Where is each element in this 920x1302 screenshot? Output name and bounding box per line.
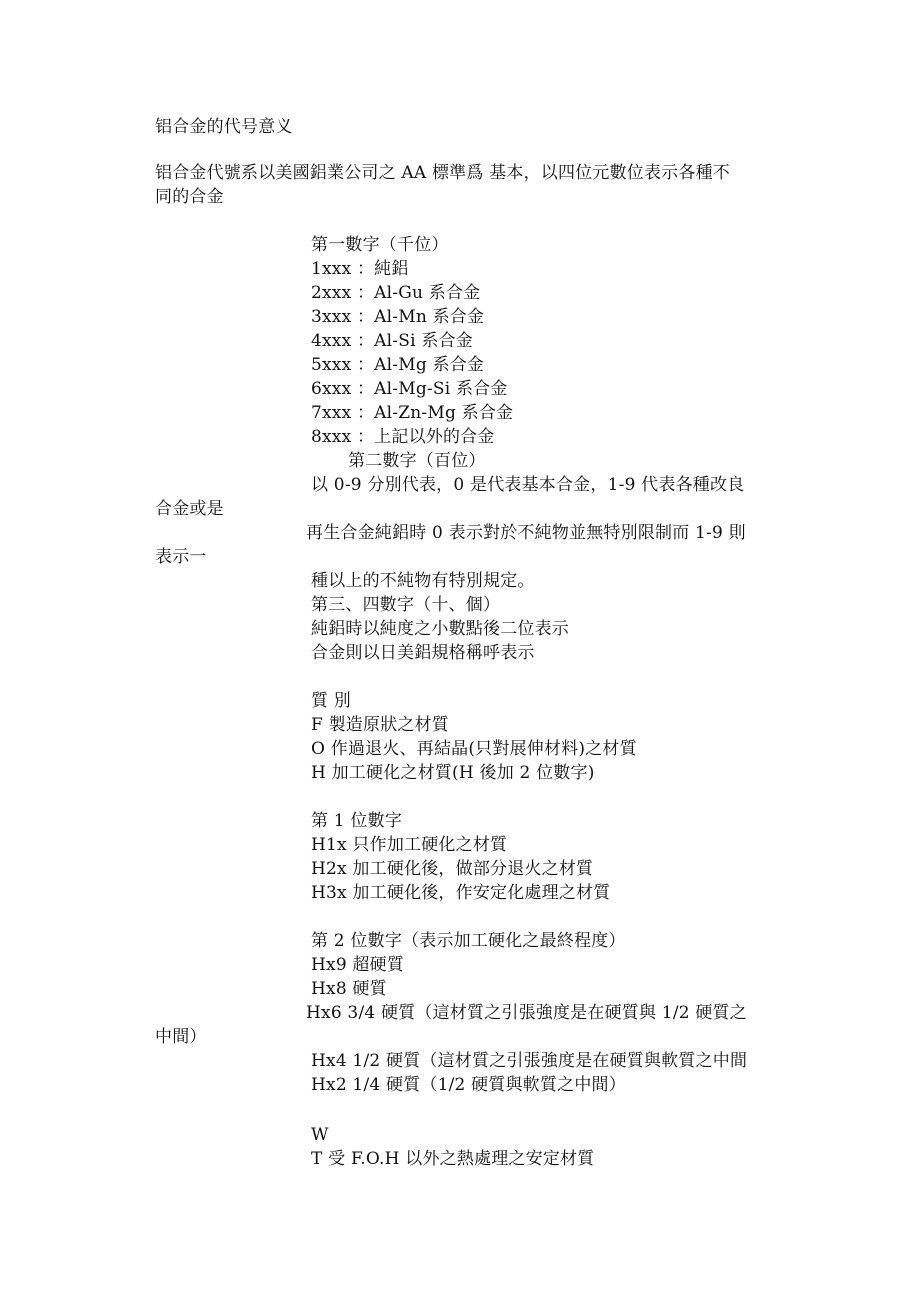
third-fourth-digit-text: 合金則以日美鋁規格稱呼表示 [311,643,535,663]
second-digit-text: 再生合金純鋁時 0 表示對於不純物並無特別限制而 1-9 則 [306,523,746,543]
intro-paragraph-line: 铝合金代號系以美國鋁業公司之 AA 標準爲 基本，以四位元數位表示各種不 [155,163,730,183]
first-digit-heading: 第一數字（千位） [311,235,449,255]
h-first-digit-item: H1x 只作加工硬化之材質 [311,835,508,855]
h-second-digit-item: Hx2 1/4 硬質（1/2 硬質與軟質之中間） [311,1075,626,1095]
second-digit-heading: 第二數字（百位） [348,451,486,471]
h-second-digit-item: Hx6 3/4 硬質（這材質之引張強度是在硬質與 1/2 硬質之 [306,1003,747,1023]
other-temper-item: W [311,1125,329,1145]
second-digit-text: 種以上的不純物有特別規定。 [311,571,535,591]
third-fourth-digit-heading: 第三、四數字（十、個） [311,595,501,615]
page-title: 铝合金的代号意义 [155,117,293,137]
h-second-digit-heading: 第 2 位數字（表示加工硬化之最終程度） [311,931,626,951]
third-fourth-digit-text: 純鋁時以純度之小數點後二位表示 [311,619,569,639]
first-digit-item: 7xxx ：Al-Zn-Mg 系合金 [311,403,514,423]
h-first-digit-item: H2x 加工硬化後，做部分退火之材質 [311,859,594,879]
second-digit-text-wrap: 合金或是 [155,499,224,519]
first-digit-item: 1xxx ：純鋁 [311,259,409,279]
other-temper-item: T 受 F.O.H 以外之熱處理之安定材質 [311,1149,595,1169]
h-second-digit-item: Hx8 硬質 [311,979,387,999]
first-digit-item: 4xxx ：Al-Si 系合金 [311,331,473,351]
h-first-digit-item: H3x 加工硬化後，作安定化處理之材質 [311,883,611,903]
first-digit-item: 3xxx ：Al-Mn 系合金 [311,307,485,327]
first-digit-item: 8xxx ：上記以外的合金 [311,427,495,447]
intro-paragraph-line: 同的合金 [155,187,224,207]
first-digit-item: 6xxx ：Al-Mg-Si 系合金 [311,379,508,399]
second-digit-text: 以 0-9 分別代表，0 是代表基本合金，1-9 代表各種改良 [311,475,745,495]
h-second-digit-item: Hx4 1/2 硬質（這材質之引張強度是在硬質與軟質之中間 [311,1051,748,1071]
first-digit-item: 5xxx ：Al-Mg 系合金 [311,355,485,375]
temper-item: O 作過退火、再結晶(只對展伸材料)之材質 [311,739,637,759]
second-digit-text-wrap: 表示一 [155,547,207,567]
temper-heading: 質 別 [311,691,352,711]
h-second-digit-item: Hx9 超硬質 [311,955,405,975]
temper-item: F 製造原狀之材質 [311,715,449,735]
h-first-digit-heading: 第 1 位數字 [311,811,403,831]
first-digit-item: 2xxx ：Al-Gu 系合金 [311,283,481,303]
temper-item: H 加工硬化之材質(H 後加 2 位數字) [311,763,595,783]
h-second-digit-item-wrap: 中間） [155,1027,207,1047]
